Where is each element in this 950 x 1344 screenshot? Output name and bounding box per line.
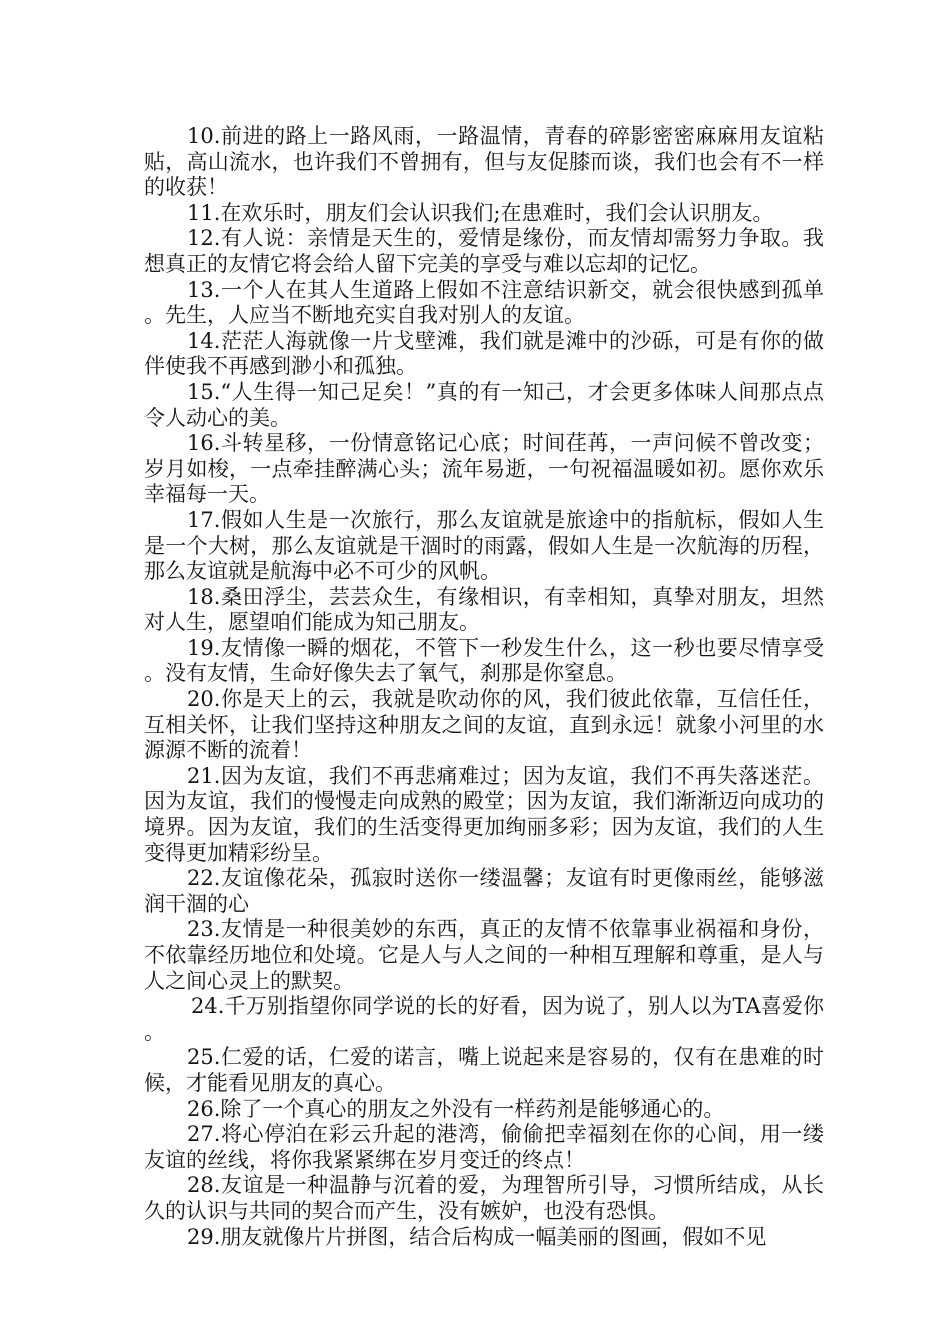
paragraph-25: 25.仁爱的话，仁爱的诺言，嘴上说起来是容易的，仅有在患难的时候，才能看见朋友的真心。	[144, 1045, 824, 1095]
paragraph-13: 13.一个人在其人生道路上假如不注意结识新交，就会很快感到孤单。先生，人应当不断地充实自我对别人的友谊。	[144, 277, 824, 328]
paragraph-16: 16.斗转星移，一份情意铭记心底；时间荏苒，一声问候不曾改变；岁月如梭，一点牵挂醉满心头；流年易逝，一句祝福温暖如初。愿你欢乐幸福每一天。	[144, 431, 824, 507]
paragraph-23: 23.友情是一种很美妙的东西，真正的友情不依靠事业祸福和身份，不依靠经历地位和处境。它是人与人之间的一种相互理解和尊重，是人与人之间心灵上的默契。	[144, 917, 824, 993]
paragraph-28: 28.友谊是一种温静与沉着的爱，为理智所引导，习惯所结成，从长久的认识与共同的契合而产生，没有嫉妒，也没有恐惧。	[144, 1173, 824, 1223]
paragraph-21: 21.因为友谊，我们不再悲痛难过；因为友谊，我们不再失落迷茫。因为友谊，我们的慢慢走向成熟的殿堂；因为友谊，我们渐渐迈向成功的境界。因为友谊，我们的生活变得更加绚丽多彩；因为友谊，我们的人生变得更加精彩纷呈。	[144, 763, 824, 865]
paragraph-22: 22.友谊像花朵，孤寂时送你一缕温馨；友谊有时更像雨丝，能够滋润干涸的心	[144, 866, 824, 916]
document-body	[144, 124, 824, 1250]
paragraph-24: 24.千万别指望你同学说的长的好看，因为说了，别人以为TA喜爱你。	[144, 994, 824, 1044]
paragraph-10: 10.前进的路上一路风雨，一路温情，青春的碎影密密麻麻用友谊粘贴，高山流水，也许我们不曾拥有，但与友促膝而谈，我们也会有不一样的收获！	[144, 124, 824, 200]
paragraph-15: 15.“人生得一知己足矣！”真的有一知己，才会更多体味人间那点点令人动心的美。	[144, 379, 824, 430]
paragraph-20: 20.你是天上的云，我就是吹动你的风，我们彼此依靠，互信任任，互相关怀，让我们坚持这种朋友之间的友谊，直到永远！就象小河里的水源源不断的流着！	[144, 687, 824, 763]
paragraph-19: 19.友情像一瞬的烟花，不管下一秒发生什么，这一秒也要尽情享受。没有友情，生命好像失去了氧气，刹那是你窒息。	[144, 635, 824, 686]
paragraph-26: 26.除了一个真心的朋友之外没有一样药剂是能够通心的。	[187, 1096, 725, 1121]
paragraph-18: 18.桑田浮尘，芸芸众生，有缘相识，有幸相知，真挚对朋友，坦然对人生，愿望咱们能成为知己朋友。	[144, 584, 824, 635]
paragraph-29: 29.朋友就像片片拼图，结合后构成一幅美丽的图画，假如不见	[187, 1224, 767, 1249]
paragraph-27: 27.将心停泊在彩云升起的港湾，偷偷把幸福刻在你的心间，用一缕友谊的丝线，将你我紧紧绑在岁月变迁的终点！	[144, 1122, 824, 1172]
paragraph-17: 17.假如人生是一次旅行，那么友谊就是旅途中的指航标，假如人生是一个大树，那么友谊就是干涸时的雨露，假如人生是一次航海的历程，那么友谊就是航海中必不可少的风帆。	[144, 507, 824, 584]
paragraph-11: 11.在欢乐时，朋友们会认识我们;在患难时，我们会认识朋友。	[187, 200, 774, 225]
paragraph-14: 14.茫茫人海就像一片戈壁滩，我们就是滩中的沙砾，可是有你的做伴使我不再感到渺小和孤独。	[144, 328, 824, 379]
paragraph-12: 12.有人说：亲情是天生的，爱情是缘份，而友情却需努力争取。我想真正的友情它将会给人留下完美的享受与难以忘却的记忆。	[144, 226, 824, 276]
